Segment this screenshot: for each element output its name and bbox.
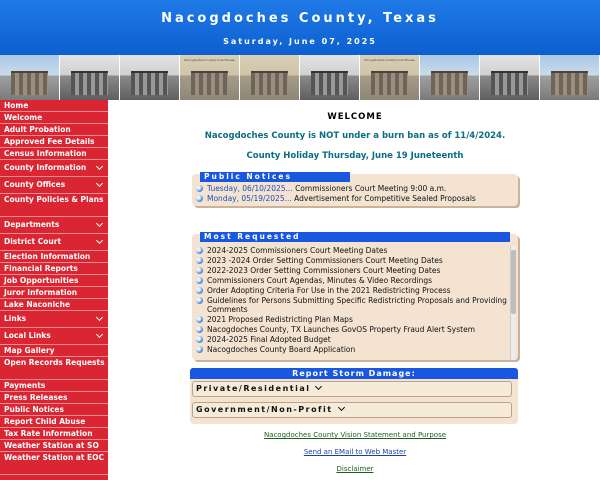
header-photo	[420, 55, 480, 100]
item-label: Guidelines for Persons Submitting Specific Redistricting Proposals and Providing Comments	[207, 296, 507, 314]
most-requested-item[interactable]	[196, 345, 508, 355]
sidebar-item-label: County Offices	[4, 180, 66, 189]
public-notices-heading: Public Notices	[200, 172, 350, 182]
site-header	[0, 0, 600, 55]
most-requested-panel	[192, 234, 518, 360]
notice-item[interactable]	[196, 184, 446, 194]
header-photo	[540, 55, 600, 100]
notice-title: Commissioners Court Meeting 9:00 a.m.	[295, 184, 447, 193]
sidebar-item-adult-probation[interactable]	[0, 124, 108, 136]
sidebar-item-label: Approved Fee Details	[4, 137, 95, 146]
bullet-icon	[196, 185, 203, 192]
sidebar-item-juror-information[interactable]	[0, 287, 108, 299]
building-image	[251, 71, 289, 95]
most-requested-item[interactable]	[196, 256, 508, 266]
sidebar-item-county-offices[interactable]	[0, 177, 108, 194]
sidebar-item-label: Local Links	[4, 331, 51, 340]
item-label: Commissioners Court Agendas, Minutes & Video Recordings	[207, 276, 432, 285]
bullet-icon	[196, 316, 203, 323]
sidebar-item-label: Open Records Requests	[4, 358, 105, 367]
sidebar-item-label: Adult Probation	[4, 125, 71, 134]
most-requested-item[interactable]	[196, 286, 508, 296]
notice-item[interactable]	[196, 194, 476, 204]
item-label: 2022-2023 Order Setting Commissioners Court Meeting Dates	[207, 266, 441, 275]
public-notices-panel	[192, 174, 518, 206]
most-requested-item[interactable]	[196, 276, 508, 286]
photo-caption: Nacogdoches County Courthouse	[364, 58, 415, 62]
sidebar-item-report-child-abuse[interactable]	[0, 416, 108, 428]
sidebar-item-label: Lake Naconiche	[4, 300, 71, 309]
header-photo	[360, 55, 420, 100]
disclaimer-link[interactable]: Disclaimer	[336, 465, 374, 473]
sidebar-item-welcome[interactable]	[0, 112, 108, 124]
sidebar-item-payments[interactable]	[0, 380, 108, 392]
sidebar-item-election-information[interactable]	[0, 251, 108, 263]
sidebar-item-label: Press Releases	[4, 393, 68, 402]
most-requested-item[interactable]	[196, 266, 508, 276]
sidebar-item-local-links[interactable]	[0, 328, 108, 345]
sidebar-item-tax-rate-information[interactable]	[0, 428, 108, 440]
header-photo	[0, 55, 60, 100]
building-image	[191, 71, 229, 95]
bullet-icon	[196, 195, 203, 202]
bullet-icon	[196, 267, 203, 274]
sidebar-item-label: District Court	[4, 237, 62, 246]
building-image	[71, 71, 109, 95]
accordion-label: Government/Non-Profit	[196, 405, 333, 414]
notice-title: Advertisement for Competitive Sealed Proposals	[294, 194, 476, 203]
welcome-heading: WELCOME	[327, 112, 383, 122]
sidebar-item-financial-reports[interactable]	[0, 263, 108, 275]
storm-damage-heading: Report Storm Damage:	[190, 368, 518, 379]
sidebar-item-label: Links	[4, 314, 27, 323]
sidebar-item-home[interactable]	[0, 100, 108, 112]
sidebar-item-weather-station-at-so[interactable]	[0, 440, 108, 452]
sidebar-item-label: Welcome	[4, 113, 43, 122]
sidebar-item-label: Election Information	[4, 252, 91, 261]
sidebar-item-county-policies-plans[interactable]	[0, 194, 108, 217]
sidebar-item-label: County Policies & Plans	[4, 195, 104, 204]
building-image	[431, 71, 469, 95]
building-image	[131, 71, 169, 95]
holiday-notice: County Holiday Thursday, June 19 Juneteenth	[246, 151, 464, 161]
sidebar-item-county-information[interactable]	[0, 160, 108, 177]
bullet-icon	[196, 257, 203, 264]
sidebar-item-links[interactable]	[0, 311, 108, 328]
sidebar-item-label: Weather Station at EOC	[4, 453, 105, 462]
header-photo	[120, 55, 180, 100]
storm-damage-panel	[190, 368, 518, 424]
sidebar-item-press-releases[interactable]	[0, 392, 108, 404]
sidebar-item-census-information[interactable]	[0, 148, 108, 160]
bullet-icon	[196, 336, 203, 343]
sidebar-item-label: Job Opportunities	[4, 276, 79, 285]
bullet-icon	[196, 287, 203, 294]
most-requested-item[interactable]	[196, 296, 508, 315]
sidebar-item-label: Payments	[4, 381, 46, 390]
sidebar-item-label: Departments	[4, 220, 60, 229]
sidebar-item-open-records-requests[interactable]	[0, 357, 108, 380]
most-requested-item[interactable]	[196, 325, 508, 335]
building-image	[551, 71, 589, 95]
item-label: 2021 Proposed Redistricting Plan Maps	[207, 315, 353, 324]
sidebar-item-label: County Information	[4, 163, 87, 172]
sidebar-item-map-gallery[interactable]	[0, 345, 108, 357]
sidebar-item-label: Report Child Abuse	[4, 417, 86, 426]
sidebar-item-lake-naconiche[interactable]	[0, 299, 108, 311]
bullet-icon	[196, 277, 203, 284]
government-nonprofit-toggle[interactable]	[192, 402, 512, 418]
header-photo	[180, 55, 240, 100]
scrollbar-thumb[interactable]	[511, 250, 516, 314]
accordion-label: Private/Residential	[196, 384, 311, 393]
item-label: 2024-2025 Final Adopted Budget	[207, 335, 331, 344]
item-label: Nacogdoches County Board Application	[207, 345, 356, 354]
sidebar-item-job-opportunities[interactable]	[0, 275, 108, 287]
sidebar-item-label: Public Notices	[4, 405, 64, 414]
most-requested-list	[196, 246, 508, 358]
photo-strip	[0, 55, 600, 100]
notice-date: Monday, 05/19/2025...	[207, 194, 292, 203]
email-webmaster-link[interactable]: Send an EMail to Web Master	[303, 448, 407, 456]
item-label: 2023 -2024 Order Setting Commissioners Court Meeting Dates	[207, 256, 443, 265]
main-content	[110, 100, 600, 480]
sidebar-item-weather-station-at-eoc[interactable]	[0, 452, 108, 475]
most-requested-item[interactable]	[196, 246, 508, 256]
sidebar-item-public-notices[interactable]	[0, 404, 108, 416]
most-requested-item[interactable]	[196, 335, 508, 345]
sidebar-item-district-court[interactable]	[0, 234, 108, 251]
photo-caption: Nacogdoches County Courthouse	[184, 58, 235, 62]
current-date: Saturday, June 07, 2025	[223, 37, 377, 46]
chevron-down-icon	[96, 237, 103, 244]
sidebar-item-label: Home	[4, 101, 29, 110]
building-image	[371, 71, 409, 95]
building-image	[491, 71, 529, 95]
header-photo	[240, 55, 300, 100]
chevron-down-icon	[96, 314, 103, 321]
site-title: Nacogdoches County, Texas	[161, 11, 439, 26]
notice-date: Tuesday, 06/10/2025...	[207, 184, 293, 193]
sidebar-nav	[0, 100, 108, 480]
chevron-down-icon	[96, 180, 103, 187]
burn-ban-notice: Nacogdoches County is NOT under a burn ban as of 11/4/2024.	[204, 131, 506, 141]
sidebar-item-label: Census Information	[4, 149, 87, 158]
bullet-icon	[196, 247, 203, 254]
chevron-down-icon	[338, 404, 345, 411]
item-label: 2024-2025 Commissioners Court Meeting Dates	[207, 246, 388, 255]
list-scrollbar[interactable]	[510, 246, 516, 360]
item-label: Order Adopting Criteria For Use in the 2021 Redistricting Process	[207, 286, 451, 295]
header-photo	[300, 55, 360, 100]
chevron-down-icon	[315, 383, 322, 390]
chevron-down-icon	[96, 220, 103, 227]
sidebar-item-label: Map Gallery	[4, 346, 55, 355]
sidebar-item-label: Financial Reports	[4, 264, 78, 273]
building-image	[311, 71, 349, 95]
sidebar-item-label: Weather Station at SO	[4, 441, 99, 450]
bullet-icon	[196, 297, 203, 304]
chevron-down-icon	[96, 163, 103, 170]
chevron-down-icon	[96, 331, 103, 338]
bullet-icon	[196, 346, 203, 353]
header-photo	[480, 55, 540, 100]
item-label: Nacogdoches County, TX Launches GovOS Property Fraud Alert System	[207, 325, 476, 334]
sidebar-item-departments[interactable]	[0, 217, 108, 234]
sidebar-item-label: Juror Information	[4, 288, 78, 297]
header-photo	[60, 55, 120, 100]
vision-statement-link[interactable]: Nacogdoches County Vision Statement and Purpose	[263, 431, 447, 439]
building-image	[11, 71, 49, 95]
sidebar-item-label: Tax Rate Information	[4, 429, 93, 438]
most-requested-item[interactable]	[196, 315, 508, 325]
most-requested-heading: Most Requested	[200, 232, 510, 242]
sidebar-item-approved-fee-details[interactable]	[0, 136, 108, 148]
private-residential-toggle[interactable]	[192, 381, 512, 397]
bullet-icon	[196, 326, 203, 333]
